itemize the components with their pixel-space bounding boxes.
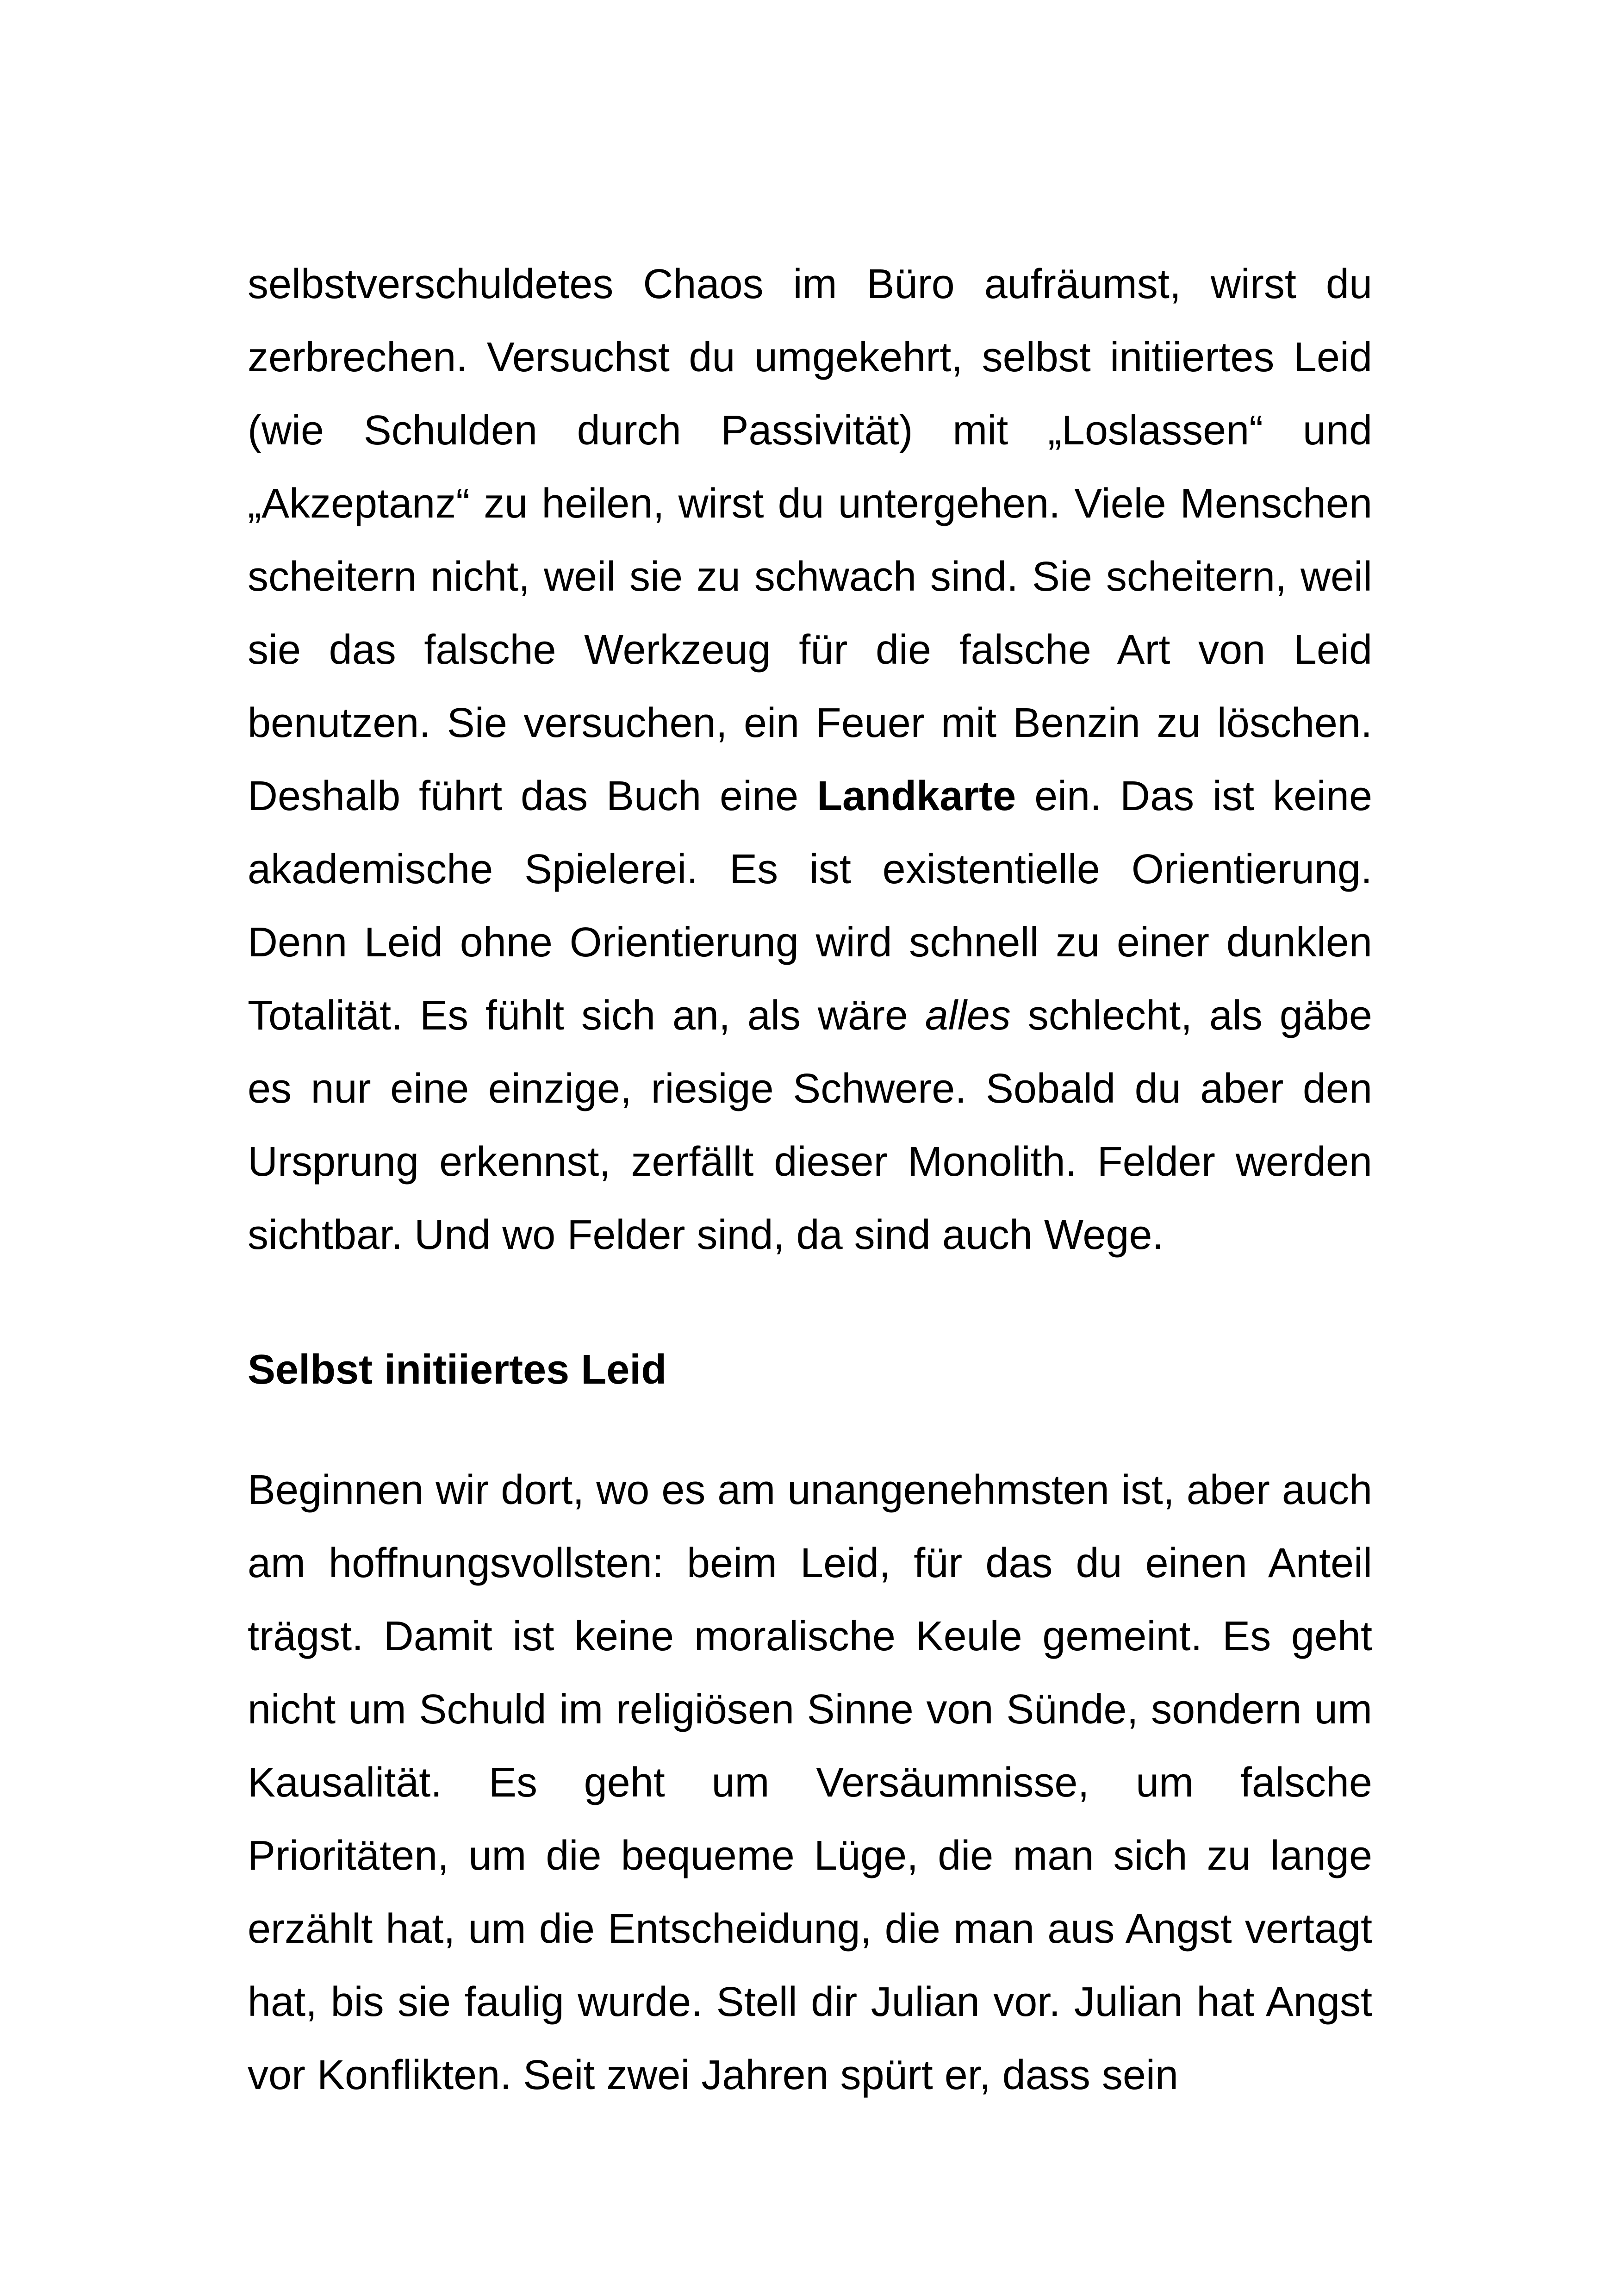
paragraph-text: ein. Das ist keine akademische Spielerei. Es ist existentielle Orientierung. Denn Leid ohne Orientierung wird schnell zu einer dunklen Totalität. Es fühlt sich an, als wäre: [248, 773, 1373, 1039]
body-paragraph: Beginnen wir dort, wo es am unangenehmsten ist, aber auch am hoffnungsvollsten: beim Leid, für das du einen Anteil trägst. Damit ist keine moralische Keule gemeint. Es geht nicht um Schuld im religiösen Sinne von Sünde, sondern um Kausalität. Es geht um Versäumnisse, um falsche Prioritäten, um die bequeme Lüge, die man sich zu lange erzählt hat, um die Entscheidung, die man aus Angst vertagt hat, bis sie faulig wurde. Stell dir Julian vor. Julian hat Angst vor Konflikten. Seit zwei Jahren spürt er, dass sein: [248, 1467, 1372, 2098]
section-heading: Selbst initiiertes Leid: [248, 1347, 667, 1393]
bold-term: Landkarte: [817, 773, 1016, 819]
body-paragraph: [248, 248, 1372, 1272]
paragraph-text: schlecht, als gäbe es nur eine einzige, riesige Schwere. Sobald du aber den Ursprung erkennst, zerfällt dieser Monolith. Felder werden sichtbar. Und wo Felder sind, da sind auch Wege.: [248, 992, 1372, 1258]
italic-emphasis: alles: [925, 992, 1011, 1039]
paragraph-text: selbstverschuldetes Chaos im Büro aufräumst, wirst du zerbrechen. Versuchst du umgekehrt, selbst initiiertes Leid (wie Schulden durch Passivität) mit „Loslassen“ und „Akzeptanz“ zu heilen, wirst du untergehen. Viele Menschen scheitern nicht, weil sie zu schwach sind. Sie scheitern, weil sie das falsche Werkzeug für die falsche Art von Leid benutzen. Sie versuchen, ein Feuer mit Benzin zu löschen. Deshalb führt das Buch eine: [248, 261, 1372, 819]
